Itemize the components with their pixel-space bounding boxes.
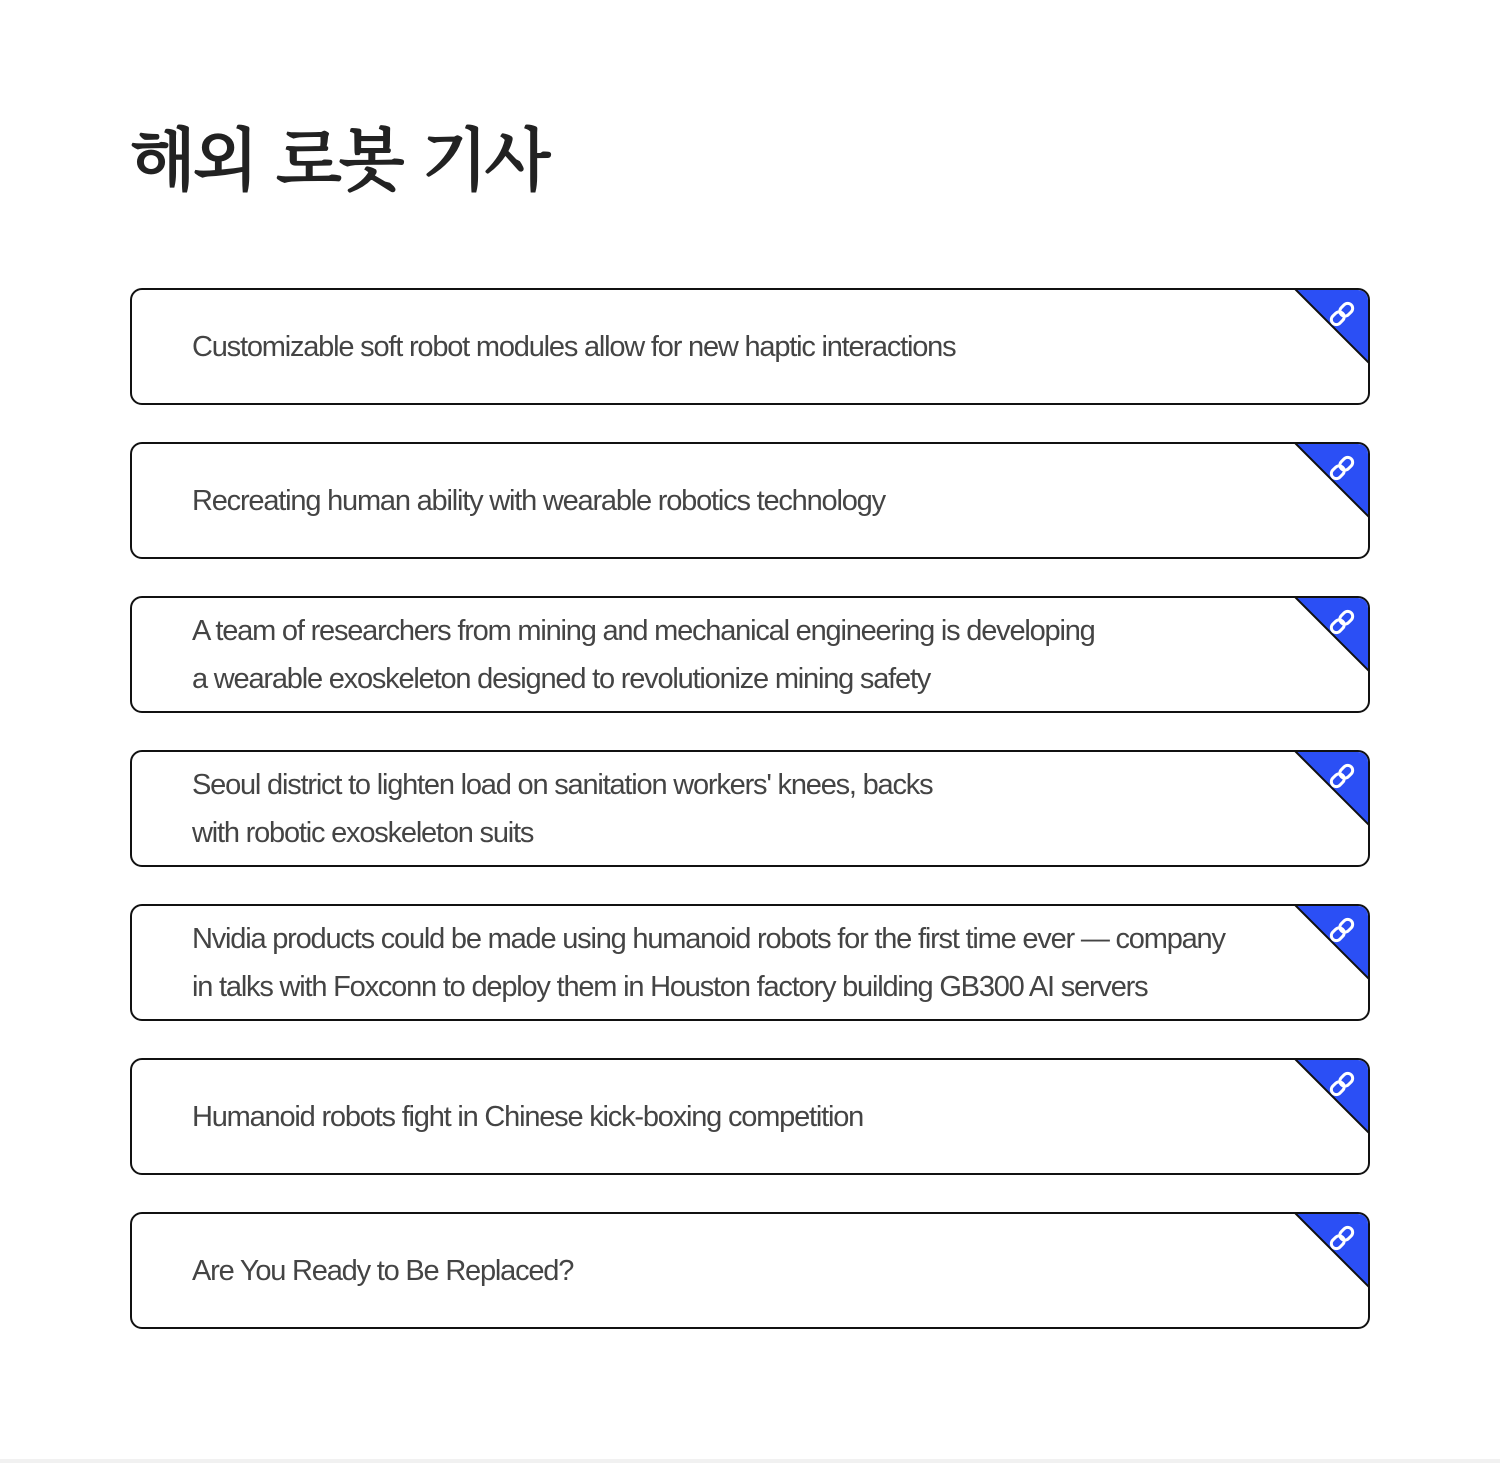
corner-ribbon — [1294, 1058, 1370, 1134]
article-card-6[interactable] — [130, 1058, 1370, 1175]
article-title[interactable]: Nvidia products could be made using humanoid robots for the first time ever — company in talks with Foxconn to deploy them in Houston factory building GB300 AI servers — [192, 922, 1225, 1003]
link-icon[interactable] — [1294, 1058, 1370, 1134]
article-card-1[interactable] — [130, 288, 1370, 405]
article-card-4[interactable] — [130, 750, 1370, 867]
bottom-divider — [0, 1459, 1500, 1463]
link-icon[interactable] — [1294, 288, 1370, 364]
article-card-2[interactable] — [130, 442, 1370, 559]
article-card-3[interactable] — [130, 596, 1370, 713]
link-icon[interactable] — [1294, 904, 1370, 980]
article-card-7[interactable] — [130, 1212, 1370, 1329]
link-icon[interactable] — [1294, 750, 1370, 826]
corner-ribbon — [1294, 442, 1370, 518]
link-icon[interactable] — [1294, 1212, 1370, 1288]
corner-ribbon — [1294, 596, 1370, 672]
corner-ribbon — [1294, 750, 1370, 826]
corner-ribbon — [1294, 1212, 1370, 1288]
article-title[interactable]: Recreating human ability with wearable robotics technology — [192, 484, 885, 517]
article-title[interactable]: Seoul district to lighten load on sanitation workers' knees, backs with robotic exoskeleton suits — [192, 768, 933, 849]
corner-ribbon — [1294, 904, 1370, 980]
article-card-5[interactable] — [130, 904, 1370, 1021]
article-title[interactable]: Are You Ready to Be Replaced? — [192, 1254, 574, 1287]
article-list — [130, 288, 1370, 1366]
link-icon[interactable] — [1294, 442, 1370, 518]
corner-ribbon — [1294, 288, 1370, 364]
article-title[interactable]: Customizable soft robot modules allow for new haptic interactions — [192, 330, 956, 363]
article-title[interactable]: Humanoid robots fight in Chinese kick-boxing competition — [192, 1100, 864, 1133]
page-title: 해외 로봇 기사 — [130, 122, 548, 201]
link-icon[interactable] — [1294, 596, 1370, 672]
article-title[interactable]: A team of researchers from mining and mechanical engineering is developing a wearable exoskeleton designed to revolutionize mining safety — [192, 614, 1095, 695]
